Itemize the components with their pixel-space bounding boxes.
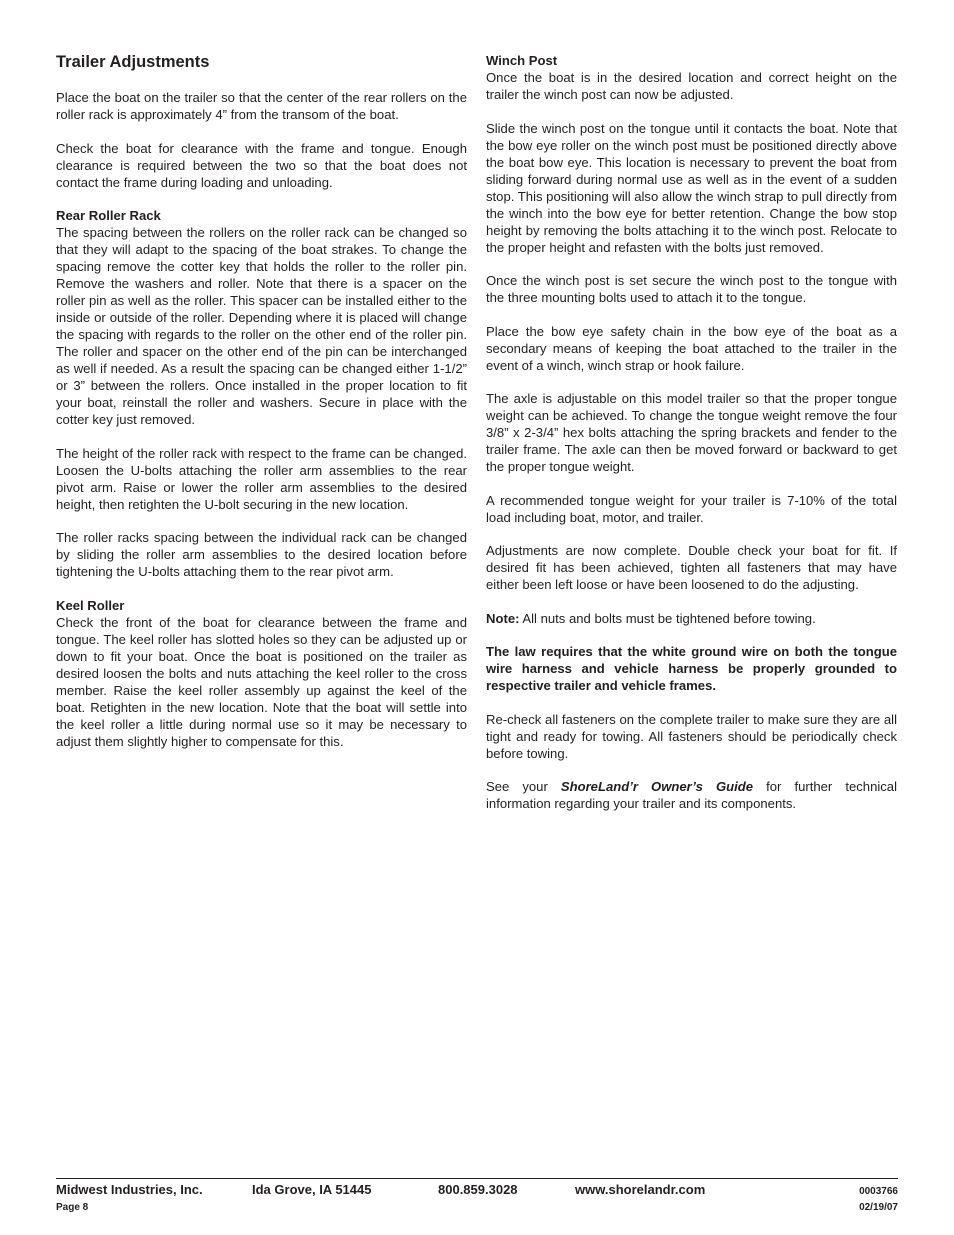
rear-roller-rack-heading: Rear Roller Rack <box>56 208 161 223</box>
winch-post-heading: Winch Post <box>486 53 558 68</box>
footer-page-number: Page 8 <box>56 1202 89 1213</box>
page-title: Trailer Adjustments <box>56 53 210 71</box>
note-label: Note: <box>486 610 520 626</box>
footer-doc-number: 0003766 <box>859 1186 898 1197</box>
recheck-paragraph: Re-check all fasteners on the complete trailer to make sure they are all tight and ready for towing. All fasteners should be periodically check before towing. <box>486 711 897 761</box>
footer-city: Ida Grove, IA 51445 <box>252 1182 372 1197</box>
footer-company: Midwest Industries, Inc. <box>56 1182 203 1197</box>
footer-phone: 800.859.3028 <box>438 1182 518 1197</box>
see-prefix: See your <box>486 779 561 794</box>
intro-paragraph-1: Place the boat on the trailer so that the center of the rear rollers on the roller rack is approximately 4” from the transom of the boat. <box>56 90 467 122</box>
note-text: All nuts and bolts must be tightened before towing. <box>519 610 816 626</box>
right-column <box>486 52 897 829</box>
left-column <box>56 52 467 766</box>
footer-website: www.shorelandr.com <box>575 1182 706 1197</box>
note-paragraph <box>486 610 897 627</box>
owners-guide-paragraph <box>486 778 897 812</box>
rear-roller-paragraph-2: The height of the roller rack with respect to the frame can be changed. Loosen the U-bolts attaching the roller arm assemblies to the rear pivot arm. Raise or lower the roller arm assemblies to the desired height, then retighten the U-bolt securing in the new location. <box>56 445 467 512</box>
rear-roller-paragraph-1: The spacing between the rollers on the roller rack can be changed so that they will adapt to the spacing of the boat strakes. To change the spacing remove the cotter key that holds the roller to the roller pin. Remove the washers and roller. Note that there is a spacer on the roller pin as well as the roller. This spacer can be installed either to the inside or outside of the roller. Depending where it is placed will change the spacing with regards to the roller on the other end of the roller pin. The roller and spacer on the other end of the pin can be interchanged as well if needed. As a result the spacing can be changed either 1-1/2” or 3” between the rollers. Once installed in the proper location to fit your boat, reinstall the roller and washers. Secure in place with the cotter key just removed. <box>56 225 467 427</box>
see-suffix: for further technical information regarding your trailer and its components. <box>486 779 897 811</box>
keel-roller-heading: Keel Roller <box>56 597 125 613</box>
winch-paragraph-3: Once the winch post is set secure the winch post to the tongue with the three mounting bolts used to attach it to the tongue. <box>486 273 897 305</box>
keel-roller-paragraph: Check the front of the boat for clearance between the frame and tongue. The keel roller has slotted holes so they can be adjusted up or down to fit your boat. Once the boat is positioned on the trailer as desired loosen the bolts and nuts attaching the keel roller to the cross member. Raise the keel roller assembly up against the keel of the boat. Retighten in the new location. Note that the boat will settle into the keel roller a little during normal use so it may be necessary to adjust them slightly higher to compensate for this. <box>56 614 467 749</box>
owners-guide-title: ShoreLand’r Owner’s Guide <box>560 779 754 794</box>
footer-date: 02/19/07 <box>859 1202 898 1213</box>
rear-roller-paragraph-3: The roller racks spacing between the individual rack can be changed by sliding the roller arm assemblies to the desired location before tightening the U-bolts attaching them to the rear pivot arm. <box>56 530 467 579</box>
tongue-weight-paragraph: A recommended tongue weight for your trailer is 7-10% of the total load including boat, motor, and trailer. <box>486 492 897 525</box>
winch-paragraph-2: Slide the winch post on the tongue until it contacts the boat. Note that the bow eye roller on the winch post must be positioned directly above the boat bow eye. This location is necessary to prevent the boat from sliding forward during normal use as well as in the event of a sudden stop. This positioning will also allow the winch strap to pull directly from the winch into the bow eye for better retention. Change the bow stop height by removing the bolts attaching it to the winch post. Relocate to the proper height and refasten with the bolts just removed. <box>486 120 897 255</box>
axle-paragraph: The axle is adjustable on this model trailer so that the proper tongue weight can be achieved. To change the tongue weight remove the four 3/8” x 2-3/4” hex bolts attaching the spring brackets and fender to the trailer frame. The axle can then be moved forward or backward to get the proper tongue weight. <box>486 391 897 474</box>
winch-paragraph-1: Once the boat is in the desired location and correct height on the trailer the winch post can now be adjusted. <box>486 70 897 102</box>
winch-paragraph-4: Place the bow eye safety chain in the bow eye of the boat as a secondary means of keeping the boat attached to the trailer in the event of a winch, winch strap or hook failure. <box>486 323 897 373</box>
footer-divider <box>56 1178 898 1179</box>
adjustments-complete-paragraph: Adjustments are now complete. Double check your boat for fit. If desired fit has been achieved, tighten all fasteners that may have either been left loose or have been loosened to do the adjusting. <box>486 543 897 592</box>
intro-paragraph-2: Check the boat for clearance with the frame and tongue. Enough clearance is required between the two so that the boat does not contact the frame during loading and unloading. <box>56 140 467 190</box>
ground-wire-law-paragraph: The law requires that the white ground wire on both the tongue wire harness and vehicle harness be properly grounded to respective trailer and vehicle frames. <box>486 644 897 693</box>
